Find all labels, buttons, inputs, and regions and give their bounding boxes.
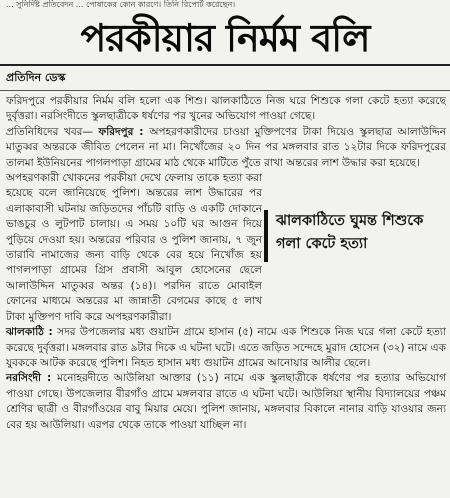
narsingdi-text: মনোহরদীতে আউলিয়া আক্তার (১১) নামে এক স্কুলছাত্রীকে ধর্ষণের পর হত্যার অভিযোগ পাওয়া গেছে। উপজেলার বীরগাঁও গ্রামে মঙ্গলবার রাতে এ ঘটনা ঘটে। আউলিয়া স্থানীয় বিদ্যালয়ের পঞ্চম শ্রেণির ছাত্রী ও বীরগাঁওয়ের বাবু মিয়ার মেয়ে। পুলিশ জানায়, মঙ্গলবার বিকালে নানার বাড়ি যাওয়ার জন্য বের হয় আউলিয়া। এরপর থেকে তাকে পাওয়া যাচ্ছিল না। [6, 372, 446, 431]
narsingdi-paragraph [6, 371, 446, 433]
byline: প্রতিদিন ডেস্ক [6, 71, 66, 84]
headline: পরকীয়ার নির্মম বলি [80, 16, 370, 60]
jhalokathi-text: সদর উপজেলার মধ্য গুয়াটন গ্রামে হাসান (৫) নামে এক শিশুকে নিজ ঘরে গলা কেটে হত্যা করেছে দুর্বৃত্তরা। মঙ্গলবার রাত ৯টার দিকে এ ঘটনা ঘটে। এতে জড়িত সন্দেহে মুরাদ হোসেন (৩২) নামে এক যুবককে আটক করেছে পুলিশ। নিহত হাসান মধ্য গুয়াটন গ্রামের আনোয়ার আলীর ছেলে। [6, 326, 447, 369]
top-strip-text: ... সুনির্দিষ্ট প্রতিবেদন ... পোষাকের কোন কারণে। তিনি রিপোর্ট করেছেন। [6, 0, 236, 9]
faridpur-continued-text: অপহরণকারী খোকনের পরকীয়া দেখে ফেলায় তাকে হত্যা করা হয়েছে বলে জানিয়েছে পুলিশ। অন্তরের লাশ উদ্ধারের পর এলাকাবাসী ঘটনায় জড়িতদের পাঁচটি বাড়ি ও একটি দোকানে ভাঙচুর ও লুটপাট চালায়। এ সময় ১০টি ঘর আগুন দিয়ে পুড়িয়ে দেওয়া হয়। অন্তরের পরিবার ও পুলিশ জানায়, ৭ জুন তারাবি নামাজের জন্য বাড়ি থেকে বের হয়ে নিখোঁজ হয় পাগলপাড়া গ্রামের গ্রিস প্রবাসী আবুল হোসেনের ছেলে আলাউদ্দিন মাতুব্বর অন্তর (১৪)। পরদিন রাতে মোবাইল ফোনের মাধ্যমে অন্তরের মা জান্নাতী বেগমের কাছে ৫ লাখ টাকা মুক্তিপণ দাবি করে অপহরণকারীরা। [6, 172, 262, 323]
reporters-intro: প্রতিনিধিদের খবর— [6, 125, 99, 138]
headline-rule [0, 64, 450, 66]
location-faridpur: ফরিদপুর : [98, 125, 150, 138]
location-narsingdi: নরসিংদী : [6, 372, 58, 385]
lead-paragraph: ফরিদপুরে পরকীয়ার নির্মম বলি হলো এক শিশু। ঝালকাঠিতে নিজ ঘরে শিশুকে গলা কেটে হত্যা করেছে দুর্বৃত্তরা। নরসিংদীতে স্কুলছাত্রীকে ধর্ষণের পর খুনের অভিযোগ পাওয়া গেছে। [6, 95, 446, 123]
faridpur-paragraph [6, 125, 446, 171]
jhalokathi-paragraph [6, 325, 446, 371]
pull-quote: ঝালকাঠিতে ঘুমন্ত শিশুকে গলা কেটে হত্যা [264, 210, 446, 262]
article-body [6, 94, 446, 433]
byline-rule [0, 90, 450, 91]
location-jhalokathi: ঝালকাঠি : [6, 326, 58, 339]
faridpur-text: অপহরণকারীদের চাওয়া মুক্তিপণের টাকা দিয়েও স্কুলছাত্র আলাউদ্দিন মাতুব্বর অন্তরকে জীবিত পেলেন না মা। নিখোঁজের ২০ দিন পর মঙ্গলবার রাত ১২টার দিকে ফরিদপুরের তালমা ইউনিয়নের পাগলপাড়া গ্রামের মাঠ থেকে মাটিতে পুঁতে রাখা অন্তরের লাশ উদ্ধার করা হয়েছে। [6, 125, 446, 169]
